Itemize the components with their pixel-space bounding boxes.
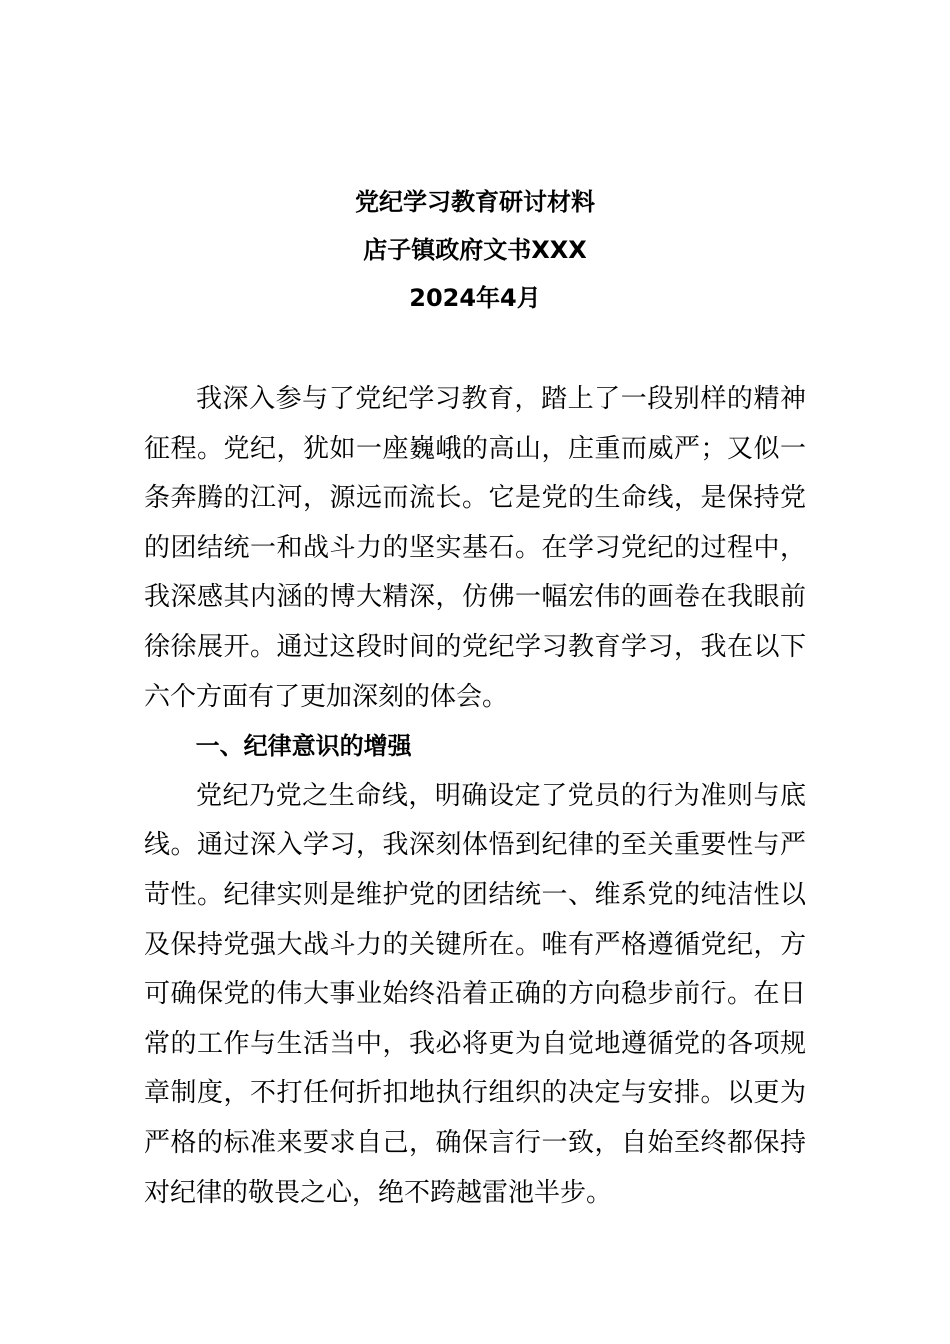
document-author: 店子镇政府文书XXX: [363, 236, 587, 264]
document-body: [144, 375, 806, 1218]
intro-paragraph: 我深入参与了党纪学习教育，踏上了一段别样的精神征程。党纪，犹如一座巍峨的高山，庄重而威严；又似一条奔腾的江河，源远而流长。它是党的生命线，是保持党的团结统一和战斗力的坚实基石。在学习党纪的过程中，我深感其内涵的博大精深，仿佛一幅宏伟的画卷在我眼前徐徐展开。通过这段时间的党纪学习教育学习，我在以下六个方面有了更加深刻的体会。: [144, 384, 806, 712]
section-heading: 一、纪律意识的增强: [195, 732, 412, 761]
document-header: [0, 178, 950, 322]
section-paragraph: 党纪乃党之生命线，明确设定了党员的行为准则与底线。通过深入学习，我深刻体悟到纪律的至关重要性与严苛性。纪律实则是维护党的团结统一、维系党的纯洁性以及保持党强大战斗力的关键所在。唯有严格遵循党纪，方可确保党的伟大事业始终沿着正确的方向稳步前行。在日常的工作与生活当中，我必将更为自觉地遵循党的各项规章制度，不打任何折扣地执行组织的决定与安排。以更为严格的标准来要求自己，确保言行一致，自始至终都保持对纪律的敬畏之心，绝不跨越雷池半步。: [144, 780, 806, 1208]
document-date: 2024年4月: [409, 284, 541, 312]
document-title: 党纪学习教育研讨材料: [355, 188, 595, 216]
